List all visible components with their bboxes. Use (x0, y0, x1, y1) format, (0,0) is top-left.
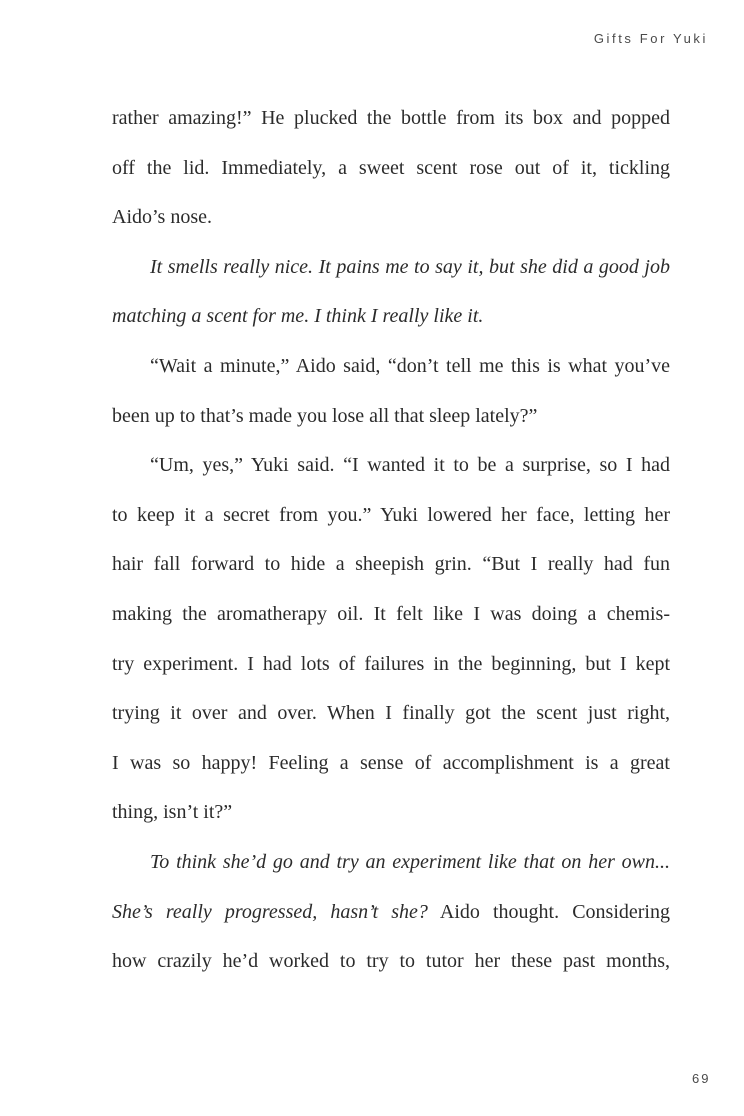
text-line-mixed (112, 888, 670, 938)
text-line: “Wait a minute,” Aido said, “don’t tell me this is what you’ve (150, 354, 670, 377)
text-line: to keep it a secret from you.” Yuki lowered her face, letting her (112, 503, 670, 526)
text-line: been up to that’s made you lose all that sleep lately?” (112, 404, 538, 427)
text-line: try experiment. I had lots of failures in the beginning, but I kept (112, 652, 670, 675)
page-number: 69 (692, 1071, 711, 1086)
page-body-text (112, 94, 670, 987)
text-line: thing, isn’t it?” (112, 801, 233, 824)
text-line: trying it over and over. When I finally got the scent just right, (112, 702, 670, 725)
text-line: off the lid. Immediately, a sweet scent rose out of it, tickling (112, 156, 670, 179)
text-line: I was so happy! Feeling a sense of accomplishment is a great (112, 751, 670, 774)
italic-thought-fragment: She’s really progressed, hasn’t she? (112, 900, 428, 923)
text-line: making the aromatherapy oil. It felt like I was doing a chemis- (112, 602, 670, 625)
text-line-italic-thought: matching a scent for me. I think I really like it. (112, 305, 484, 328)
text-line: Aido’s nose. (112, 206, 212, 229)
text-line: how crazily he’d worked to try to tutor her these past months, (112, 950, 670, 973)
roman-fragment: Aido thought. Considering (427, 900, 670, 923)
running-header-title: Gifts For Yuki (593, 31, 708, 46)
text-line-italic-thought: To think she’d go and try an experiment like that on her own... (150, 850, 670, 873)
text-line-italic-thought: It smells really nice. It pains me to say it, but she did a good job (150, 255, 670, 278)
text-line: “Um, yes,” Yuki said. “I wanted it to be a surprise, so I had (150, 454, 670, 477)
text-line: rather amazing!” He plucked the bottle from its box and popped (112, 107, 670, 129)
text-line: hair fall forward to hide a sheepish grin. “But I really had fun (112, 553, 670, 576)
